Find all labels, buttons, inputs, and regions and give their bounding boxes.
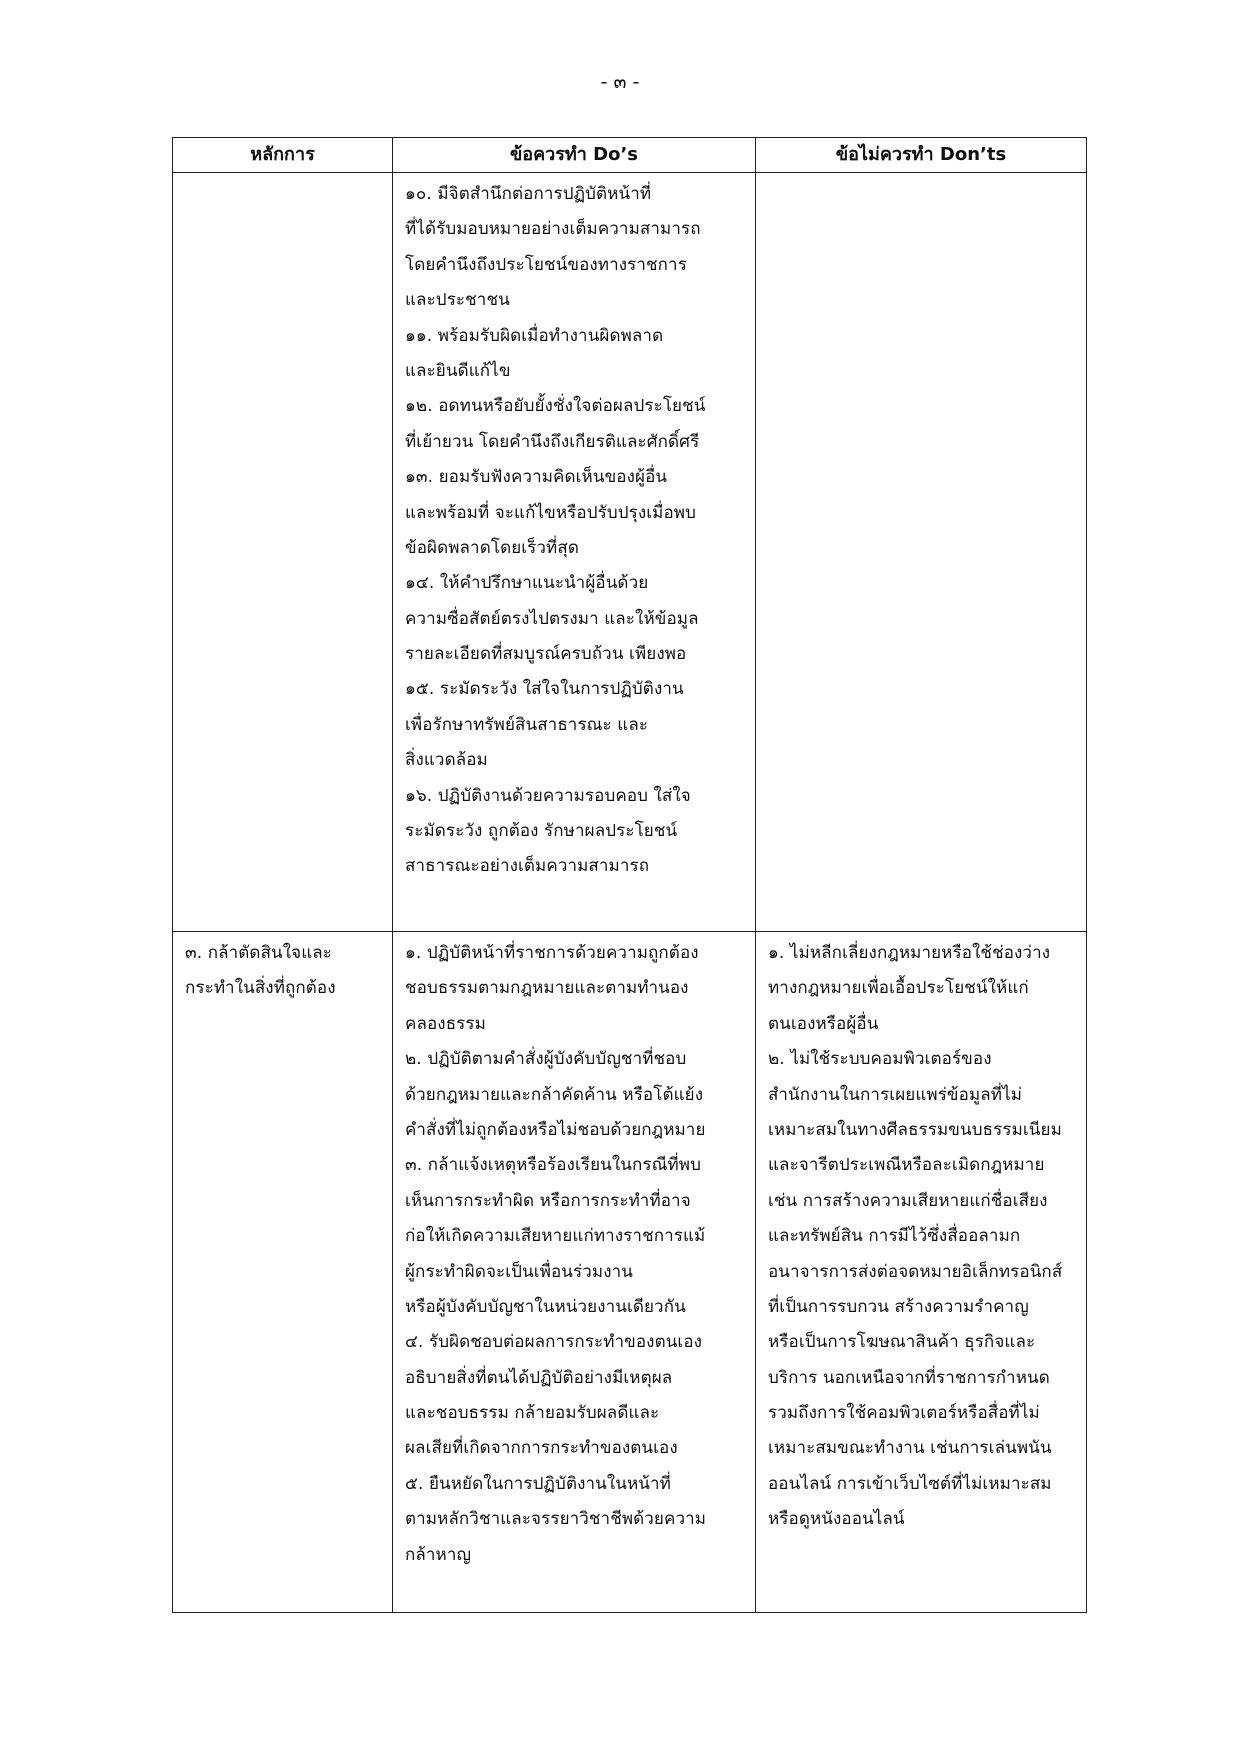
cell-text-line: ๑๒. อดทนหรือยับยั้งชั่งใจต่อผลประโยชน์: [405, 396, 706, 417]
cell-text-line: รวมถึงการใช้คอมพิวเตอร์หรือสื่อที่ไม่: [768, 1403, 1040, 1424]
cell-text-line: เห็นการกระทำผิด หรือการกระทำที่อาจ: [405, 1190, 691, 1211]
cell-text-line: สาธารณะอย่างเต็มความสามารถ: [405, 856, 650, 877]
cell-text-line: ก่อให้เกิดความเสียหายแก่ทางราชการแม้: [405, 1226, 706, 1247]
cell-text-line: และพร้อมที่ จะแก้ไขหรือปรับปรุงเมื่อพบ: [405, 502, 696, 523]
cell-text-line: ทางกฎหมายเพื่อเอื้อประโยชน์ให้แก่: [768, 978, 1029, 999]
table-row: [173, 173, 1087, 932]
cell-text-line: เหมาะสมในทางศีลธรรมขนบธรรมเนียม: [768, 1119, 1062, 1140]
cell-text-line: อธิบายสิ่งที่ตนได้ปฏิบัติอย่างมีเหตุผล: [405, 1367, 673, 1388]
donts-cell: [756, 932, 1087, 1613]
header-dos: ข้อควรทำ Do’s: [393, 138, 756, 173]
table-header-row: [173, 138, 1087, 173]
page-number: - ๓ -: [600, 71, 640, 93]
dos-cell: [393, 932, 756, 1613]
cell-text-line: ที่ได้รับมอบหมายอย่างเต็มความสามารถ: [405, 219, 701, 240]
cell-text-line: ออนไลน์ การเข้าเว็บไซต์ที่ไม่เหมาะสม: [768, 1473, 1052, 1494]
cell-text-line: ๒. ไม่ใช้ระบบคอมพิวเตอร์ของ: [768, 1049, 992, 1070]
cell-text-line: โดยคำนึงถึงประโยชน์ของทางราชการ: [405, 254, 687, 275]
cell-text-line: และชอบธรรม กล้ายอมรับผลดีและ: [405, 1403, 660, 1424]
cell-text-line: ๑๔. ให้คำปรึกษาแนะนำผู้อื่นด้วย: [405, 573, 649, 594]
cell-text-line: อนาจารการส่งต่อจดหมายอิเล็กทรอนิกส์: [768, 1261, 1063, 1282]
cell-text-line: ๑๓. ยอมรับฟังความคิดเห็นของผู้อื่น: [405, 467, 668, 488]
cell-text-line: สิ่งแวดล้อม: [405, 750, 488, 771]
cell-text-line: ๔. รับผิดชอบต่อผลการกระทำของตนเอง: [405, 1332, 703, 1353]
cell-text-line: สำนักงานในการเผยแพร่ข้อมูลที่ไม่: [768, 1084, 1023, 1105]
cell-text-line: เช่น การสร้างความเสียหายแก่ชื่อเสียง: [768, 1190, 1048, 1211]
cell-text-line: ที่เป็นการรบกวน สร้างความรำคาญ: [768, 1296, 1029, 1317]
cell-text-line: ที่เย้ายวน โดยคำนึงถึงเกียรติและศักดิ์ศรี: [405, 431, 700, 452]
cell-text-line: บริการ นอกเหนือจากที่ราชการกำหนด: [768, 1367, 1050, 1388]
cell-text-line: ตนเองหรือผู้อื่น: [768, 1013, 879, 1034]
cell-text-line: ชอบธรรมตามกฎหมายและตามทำนอง: [405, 978, 689, 999]
cell-text-line: คำสั่งที่ไม่ถูกต้องหรือไม่ชอบด้วยกฎหมาย: [405, 1119, 706, 1140]
cell-text-line: ผลเสียที่เกิดจากการกระทำของตนเอง: [405, 1438, 678, 1459]
cell-text-line: หรือผู้บังคับบัญชาในหน่วยงานเดียวกัน: [405, 1296, 686, 1317]
cell-text-line: เหมาะสมขณะทำงาน เช่นการเล่นพนัน: [768, 1438, 1052, 1459]
header-donts: ข้อไม่ควรทำ Don’ts: [756, 138, 1087, 173]
cell-text-line: ด้วยกฎหมายและกล้าคัดค้าน หรือโต้แย้ง: [405, 1084, 704, 1105]
cell-text-line: ๑. ปฏิบัติหน้าที่ราชการด้วยความถูกต้อง: [405, 943, 699, 963]
cell-text-line: ตามหลักวิชาและจรรยาวิชาชีพด้วยความ: [405, 1509, 707, 1530]
cell-text-line: ผู้กระทำผิดจะเป็นเพื่อนร่วมงาน: [405, 1261, 633, 1282]
cell-text-line: ๑๕. ระมัดระวัง ใส่ใจในการปฏิบัติงาน: [405, 679, 684, 700]
cell-text-line: เพื่อรักษาทรัพย์สินสาธารณะ และ: [405, 714, 649, 735]
cell-text-line: ๑. ไม่หลีกเลี่ยงกฎหมายหรือใช้ช่องว่าง: [768, 943, 1051, 963]
principle-cell: [173, 932, 393, 1613]
cell-text-line: และประชาชน: [405, 290, 510, 311]
cell-text-line: กระทำในสิ่งที่ถูกต้อง: [185, 978, 336, 999]
cell-text-line: ๑๐. มีจิตสำนึกต่อการปฏิบัติหน้าที่: [405, 184, 652, 204]
donts-cell: [756, 173, 1087, 932]
cell-text-line: ความซื่อสัตย์ตรงไปตรงมา และให้ข้อมูล: [405, 608, 699, 629]
cell-text-line: ระมัดระวัง ถูกต้อง รักษาผลประโยชน์: [405, 821, 678, 842]
cell-text-line: กล้าหาญ: [405, 1544, 472, 1565]
cell-text-line: คลองธรรม: [405, 1013, 486, 1034]
cell-text-line: ๑๖. ปฏิบัติงานด้วยความรอบคอบ ใส่ใจ: [405, 785, 691, 806]
table-row: [173, 932, 1087, 1613]
principle-cell: [173, 173, 393, 932]
cell-text-line: หรือดูหนังออนไลน์: [768, 1509, 905, 1530]
cell-text-line: ๒. ปฏิบัติตามคำสั่งผู้บังคับบัญชาที่ชอบ: [405, 1049, 687, 1070]
cell-text-line: ๑๑. พร้อมรับผิดเมื่อทำงานผิดพลาด: [405, 325, 664, 346]
cell-text-line: รายละเอียดที่สมบูรณ์ครบถ้วน เพียงพอ: [405, 644, 687, 665]
cell-text-line: และยินดีแก้ไข: [405, 360, 511, 381]
cell-text-line: ข้อผิดพลาดโดยเร็วที่สุด: [405, 537, 579, 558]
dos-donts-table: [172, 137, 1087, 1613]
cell-text-line: ๓. กล้าแจ้งเหตุหรือร้องเรียนในกรณีที่พบ: [405, 1155, 701, 1176]
cell-text-line: และทรัพย์สิน การมีไว้ซึ่งสื่ออลามก: [768, 1226, 1021, 1247]
header-principle: หลักการ: [173, 138, 393, 173]
cell-text-line: ๓. กล้าตัดสินใจและ: [185, 943, 333, 963]
dos-cell: [393, 173, 756, 932]
cell-text-line: ๕. ยืนหยัดในการปฏิบัติงานในหน้าที่: [405, 1473, 671, 1494]
cell-text-line: หรือเป็นการโฆษณาสินค้า ธุรกิจและ: [768, 1332, 1036, 1353]
cell-text-line: และจารีตประเพณีหรือละเมิดกฎหมาย: [768, 1155, 1045, 1176]
